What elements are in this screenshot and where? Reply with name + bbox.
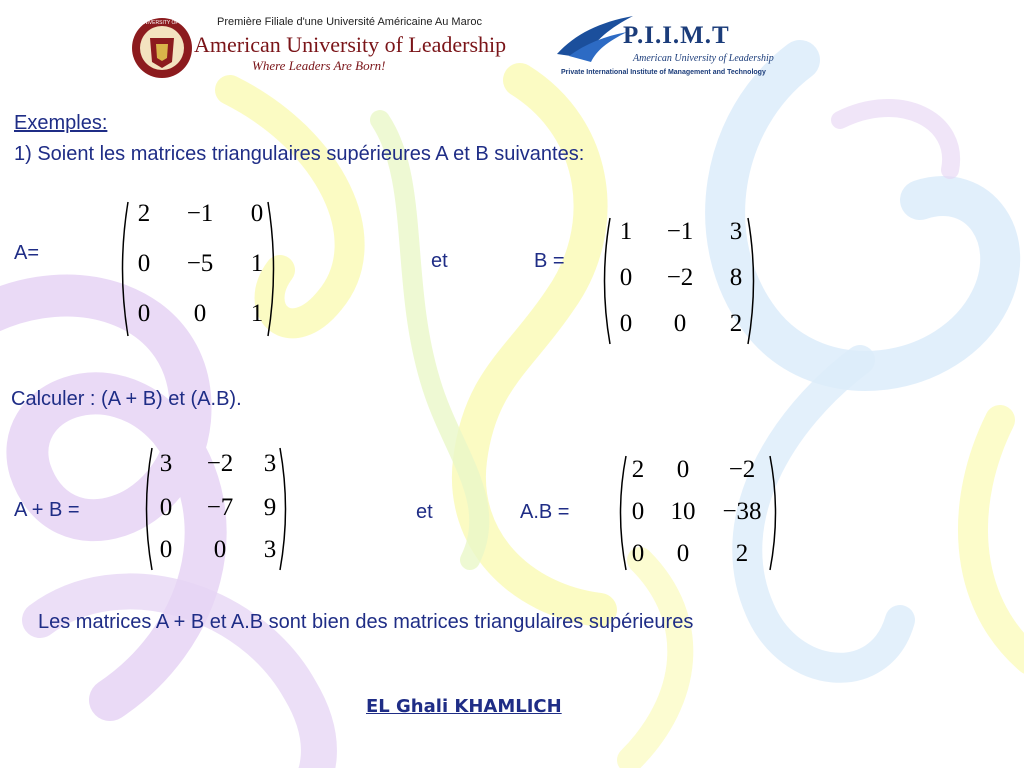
- cell-sum-1-3: 3: [263, 450, 277, 477]
- cell-a-2-3: 1: [250, 250, 264, 277]
- cell-b-3-1: 0: [619, 310, 633, 337]
- matrix-b: [598, 214, 760, 348]
- cell-a-1-1: 2: [137, 200, 151, 227]
- piimt-subtitle: American University of Leadership: [633, 53, 774, 64]
- cell-b-2-1: 0: [619, 264, 633, 291]
- cell-b-1-3: 3: [729, 218, 743, 245]
- matrix-a-times-b: [614, 452, 782, 574]
- cell-prod-1-2: 0: [676, 456, 690, 483]
- cell-a-3-3: 1: [250, 300, 264, 327]
- cell-sum-3-1: 0: [159, 536, 173, 563]
- cell-a-2-1: 0: [137, 250, 151, 277]
- cell-prod-3-2: 0: [676, 540, 690, 567]
- cell-b-2-2: −2: [666, 264, 694, 291]
- et-2: et: [416, 501, 433, 523]
- cell-a-2-2: −5: [186, 250, 214, 277]
- aul-name: American University of Leadership: [194, 32, 507, 57]
- cell-a-3-2: 0: [193, 300, 207, 327]
- cell-prod-1-1: 2: [631, 456, 645, 483]
- cell-sum-2-1: 0: [159, 494, 173, 521]
- label-a: A=: [14, 242, 40, 264]
- conclusion-text: Les matrices A + B et A.B sont bien des matrices triangulaires supérieures: [38, 611, 694, 633]
- cell-a-1-3: 0: [250, 200, 264, 227]
- cell-sum-1-2: −2: [206, 450, 234, 477]
- cell-a-3-1: 0: [137, 300, 151, 327]
- seal-text: AMERICAN UNIVERSITY OF LEADERSHIP: [112, 20, 212, 26]
- et-1: et: [431, 250, 448, 272]
- cell-b-1-2: −1: [666, 218, 694, 245]
- question-text: Calculer : (A + B) et (A.B).: [11, 388, 242, 410]
- cell-prod-2-3: −38: [722, 498, 762, 525]
- aul-slogan: Where Leaders Are Born!: [252, 58, 386, 73]
- piimt-name: P.I.I.M.T: [623, 22, 730, 49]
- cell-prod-2-2: 10: [670, 498, 696, 525]
- cell-b-1-1: 1: [619, 218, 633, 245]
- author-name: EL Ghali KHAMLICH: [366, 696, 562, 717]
- aul-seal-icon: [112, 12, 212, 84]
- cell-sum-2-3: 9: [263, 494, 277, 521]
- cell-sum-1-1: 3: [159, 450, 173, 477]
- label-b: B =: [534, 250, 565, 272]
- label-sum: A + B =: [14, 499, 80, 521]
- piimt-footer: Private International Institute of Management and Technology: [561, 69, 766, 76]
- cell-sum-3-3: 3: [263, 536, 277, 563]
- piimt-logo: [555, 14, 785, 84]
- cell-b-3-2: 0: [673, 310, 687, 337]
- cell-sum-3-2: 0: [213, 536, 227, 563]
- aul-tagline: Première Filiale d'une Université Américaine Au Maroc: [217, 16, 482, 28]
- matrix-a: [116, 198, 280, 340]
- cell-prod-3-1: 0: [631, 540, 645, 567]
- cell-a-1-2: −1: [186, 200, 214, 227]
- intro-text: 1) Soient les matrices triangulaires supérieures A et B suivantes:: [14, 143, 585, 165]
- heading-exemples: Exemples:: [14, 112, 108, 134]
- label-prod: A.B =: [520, 501, 570, 523]
- aul-logo: [112, 12, 517, 84]
- cell-sum-2-2: −7: [206, 494, 234, 521]
- matrix-a-plus-b: [140, 444, 292, 574]
- cell-prod-1-3: −2: [728, 456, 756, 483]
- cell-b-2-3: 8: [729, 264, 743, 291]
- cell-b-3-3: 2: [729, 310, 743, 337]
- cell-prod-3-3: 2: [735, 540, 749, 567]
- cell-prod-2-1: 0: [631, 498, 645, 525]
